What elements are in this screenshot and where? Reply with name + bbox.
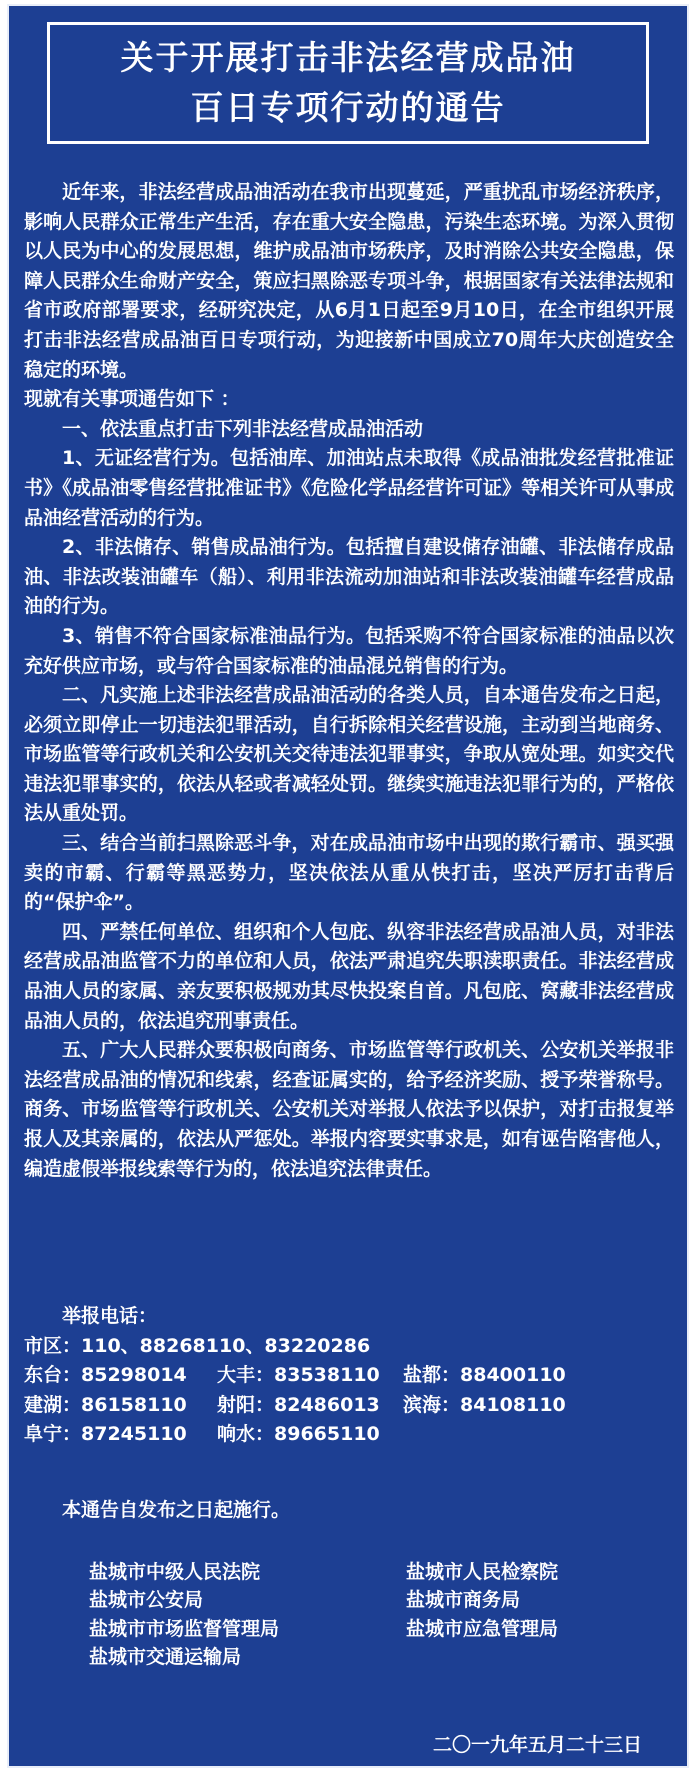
section-1-heading: 一、依法重点打击下列非法经营成品油活动: [62, 417, 424, 440]
agency-market-supervision: 盐城市市场监督管理局: [89, 1617, 280, 1640]
agency-row: [89, 1586, 649, 1614]
hotline-yandu: 盐都：88400110: [403, 1364, 566, 1387]
agency-court: 盐城市中级人民法院: [89, 1561, 261, 1583]
effective-notice: 本通告自发布之日起施行。: [62, 1499, 291, 1521]
hotline-sheyang: 射阳：82486013: [217, 1393, 380, 1416]
item-1: 1、无证经营行为。包括油库、加油站点未取得《成品油批发经营批准证书》《成品油零售经营批准证书》《危险化学品经营许可证》等相关许可从事成品油经营活动的行为。: [24, 447, 674, 529]
hotline-row: [24, 1361, 674, 1391]
agency-row: [89, 1615, 649, 1643]
paragraph-intro: 近年来，非法经营成品油活动在我市出现蔓延，严重扰乱市场经济秩序，影响人民群众正常生产生活，存在重大安全隐患，污染生态环境。为深入贯彻以人民为中心的发展思想，维护成品油市场秩序，及时消除公共安全隐患，保障人民群众生命财产安全，策应扫黑除恶专项斗争，根据国家有关法律法规和省市政府部署要求，经研究决定，从6月1日起至9月10日，在全市组织开展打击非法经营成品油百日专项行动，为迎接新中国成立70周年大庆创造安全稳定的环境。: [24, 181, 674, 381]
hotline-dongtai: 东台：85298014: [24, 1364, 187, 1387]
hotline-binhai: 滨海：84108110: [403, 1393, 566, 1416]
section-2: 二、凡实施上述非法经营成品油活动的各类人员，自本通告发布之日起，必须立即停止一切违法犯罪活动，自行拆除相关经营设施，主动到当地商务、市场监管等行政机关和公安机关交待违法犯罪事实，争取从宽处理。如实交代违法犯罪事实的，依法从轻或者减轻处罚。继续实施违法犯罪行为的，严格依法从重处罚。: [24, 684, 674, 825]
hotline-city: 市区：110、88268110、83220286: [24, 1334, 371, 1357]
agency-procuratorate: 盐城市人民检察院: [406, 1561, 559, 1583]
hotline-row: [24, 1420, 674, 1450]
issue-date: 二〇一九年五月二十三日: [432, 1734, 642, 1756]
title-line-1: 关于开展打击非法经营成品油: [120, 38, 576, 77]
section-5: 五、广大人民群众要积极向商务、市场监管等行政机关、公安机关举报非法经营成品油的情况和线索，经查证属实的，给予经济奖励、授予荣誉称号。商务、市场监管等行政机关、公安机关对举报人依法予以保护，对打击报复举报人及其亲属的，依法从严惩处。举报内容要实事求是，如有诬告陷害他人，编造虚假举报线索等行为的，依法追究法律责任。: [24, 1039, 674, 1180]
agency-row: [89, 1558, 649, 1586]
paragraph-lead: 现就有关事项通告如下 ：: [24, 388, 240, 411]
hotline-row: [24, 1391, 674, 1421]
hotline-heading: 举报电话：: [62, 1305, 158, 1327]
notice-poster: [7, 4, 689, 1768]
agency-row: [89, 1643, 649, 1671]
hotline-jianhu: 建湖：86158110: [24, 1393, 187, 1416]
section-3: 三、结合当前扫黑除恶斗争，对在成品油市场中出现的欺行霸市、强买强卖的市霸、行霸等黑恶势力，坚决依法从重从快打击，坚决严厉打击背后的“保护伞”。: [24, 832, 674, 914]
issuing-agencies: [89, 1558, 649, 1671]
title-box: [47, 22, 649, 144]
notice-body: [24, 178, 674, 1184]
hotline-section: [24, 1302, 674, 1450]
agency-police: 盐城市公安局: [89, 1589, 204, 1612]
item-2: 2、非法储存、销售成品油行为。包括擅自建设储存油罐、非法储存成品油、非法改装油罐车（船）、利用非法流动加油站和非法改装油罐车经营成品油的行为。: [24, 536, 674, 618]
agency-transport: 盐城市交通运输局: [89, 1645, 242, 1668]
hotline-funing: 阜宁：87245110: [24, 1423, 187, 1446]
hotline-xiangshui: 响水：89665110: [217, 1423, 380, 1446]
item-3: 3、销售不符合国家标准油品行为。包括采购不符合国家标准的油品以次充好供应市场，或与符合国家标准的油品混兑销售的行为。: [24, 624, 674, 677]
agency-commerce: 盐城市商务局: [406, 1589, 521, 1612]
title-line-2: 百日专项行动的通告: [190, 88, 506, 127]
hotline-dafeng: 大丰：83538110: [217, 1364, 380, 1387]
section-4: 四、严禁任何单位、组织和个人包庇、纵容非法经营成品油人员，对非法经营成品油监管不力的单位和人员，依法严肃追究失职渎职责任。非法经营成品油人员的家属、亲友要积极规劝其尽快投案自首。凡包庇、窝藏非法经营成品油人员的，依法追究刑事责任。: [24, 920, 674, 1032]
agency-emergency: 盐城市应急管理局: [406, 1617, 559, 1640]
